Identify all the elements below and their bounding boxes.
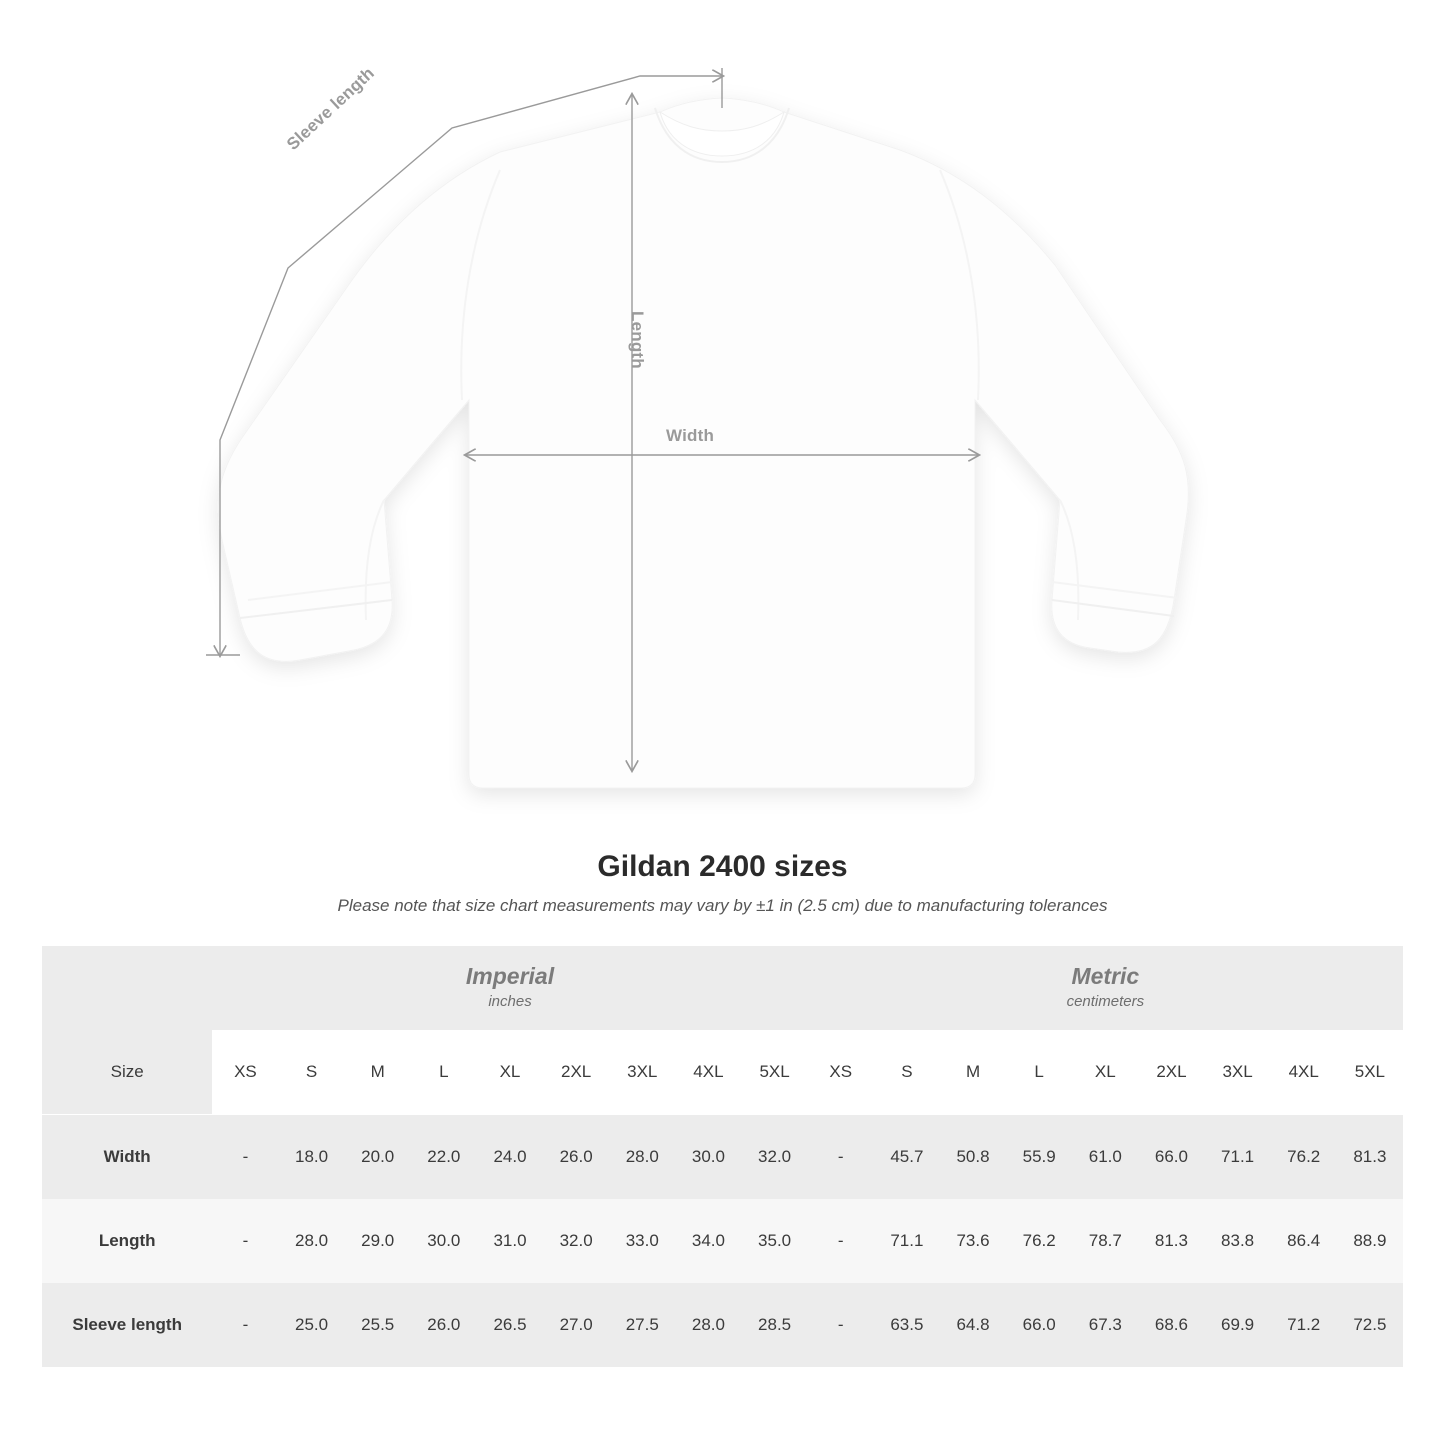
data-cell: 28.0 [609,1115,675,1200]
data-cell: - [808,1199,874,1283]
data-cell: 24.0 [477,1115,543,1200]
data-cell: 45.7 [874,1115,940,1200]
size-header-cell: L [411,1030,477,1115]
data-cell: 35.0 [741,1199,807,1283]
data-cell: 76.2 [1006,1199,1072,1283]
size-header-cell: S [874,1030,940,1115]
size-header-cell: XL [477,1030,543,1115]
size-header-cell: 2XL [1138,1030,1204,1115]
data-cell: 26.0 [543,1115,609,1200]
data-cell: 64.8 [940,1283,1006,1367]
data-cell: 33.0 [609,1199,675,1283]
size-header-cell: M [940,1030,1006,1115]
data-cell: 30.0 [411,1199,477,1283]
data-cell: 28.0 [279,1199,345,1283]
sleeve-length-dimension-label: Sleeve length [283,63,379,154]
data-cell: 78.7 [1072,1199,1138,1283]
data-cell: 50.8 [940,1115,1006,1200]
data-cell: 18.0 [279,1115,345,1200]
data-cell: - [212,1283,278,1367]
table-row [42,1115,1403,1200]
data-cell: 88.9 [1337,1199,1403,1283]
data-cell: 20.0 [345,1115,411,1200]
data-cell: 86.4 [1271,1199,1337,1283]
data-cell: 76.2 [1271,1115,1337,1200]
data-cell: 25.0 [279,1283,345,1367]
data-cell: 27.0 [543,1283,609,1367]
width-dimension-label: Width [666,426,715,445]
data-cell: - [808,1283,874,1367]
data-cell: 26.5 [477,1283,543,1367]
table-row [42,1199,1403,1283]
table-row [42,1283,1403,1367]
size-header-cell: S [279,1030,345,1115]
data-cell: 31.0 [477,1199,543,1283]
unit-header-spacer [42,946,212,1030]
data-cell: 63.5 [874,1283,940,1367]
data-cell: 68.6 [1138,1283,1204,1367]
size-header-row [42,1030,1403,1115]
metric-unit: centimeters [1066,993,1145,1011]
size-header-cell: 2XL [543,1030,609,1115]
unit-header-row [42,946,1403,1030]
data-cell: 73.6 [940,1199,1006,1283]
page-title: Gildan 2400 sizes [597,850,848,883]
data-cell: 81.3 [1138,1199,1204,1283]
row-label-width: Width [42,1115,212,1200]
data-cell: 66.0 [1138,1115,1204,1200]
length-dimension-label: Length [628,311,647,369]
data-cell: - [212,1115,278,1200]
row-label-sleeve-length: Sleeve length [42,1283,212,1367]
metric-group-header [808,946,1403,1030]
data-cell: 30.0 [675,1115,741,1200]
metric-label: Metric [1071,962,1140,989]
data-cell: 72.5 [1337,1283,1403,1367]
data-cell: 34.0 [675,1199,741,1283]
data-cell: 61.0 [1072,1115,1138,1200]
data-cell: 81.3 [1337,1115,1403,1200]
row-label-length: Length [42,1199,212,1283]
data-cell: 83.8 [1205,1199,1271,1283]
data-cell: 55.9 [1006,1115,1072,1200]
imperial-unit: inches [488,993,532,1011]
data-cell: 28.5 [741,1283,807,1367]
chart-title-block [0,850,1445,916]
imperial-group-header [212,946,807,1030]
data-cell: 66.0 [1006,1283,1072,1367]
tolerance-note: Please note that size chart measurements may vary by ±1 in (2.5 cm) due to manufacturing tolerances [337,896,1108,915]
size-header-cell: XS [808,1030,874,1115]
data-cell: 71.1 [1205,1115,1271,1200]
size-header-cell: L [1006,1030,1072,1115]
data-cell: 29.0 [345,1199,411,1283]
data-cell: 71.1 [874,1199,940,1283]
size-header-cell: 3XL [1205,1030,1271,1115]
size-header-cell: 4XL [1271,1030,1337,1115]
data-cell: - [212,1199,278,1283]
data-cell: 32.0 [543,1199,609,1283]
data-cell: 27.5 [609,1283,675,1367]
data-cell: - [808,1115,874,1200]
data-cell: 28.0 [675,1283,741,1367]
size-header-cell: 5XL [1337,1030,1403,1115]
size-chart-table [42,946,1403,1367]
size-header-cell: XS [212,1030,278,1115]
size-header-cell: 3XL [609,1030,675,1115]
size-table-wrapper [42,946,1403,1367]
data-cell: 32.0 [741,1115,807,1200]
data-cell: 69.9 [1205,1283,1271,1367]
size-header-cell: M [345,1030,411,1115]
data-cell: 71.2 [1271,1283,1337,1367]
size-header-cell: 5XL [741,1030,807,1115]
size-row-label: Size [42,1030,212,1115]
imperial-label: Imperial [465,962,555,989]
size-header-cell: 4XL [675,1030,741,1115]
size-header-cell: XL [1072,1030,1138,1115]
data-cell: 22.0 [411,1115,477,1200]
data-cell: 26.0 [411,1283,477,1367]
data-cell: 67.3 [1072,1283,1138,1367]
data-cell: 25.5 [345,1283,411,1367]
